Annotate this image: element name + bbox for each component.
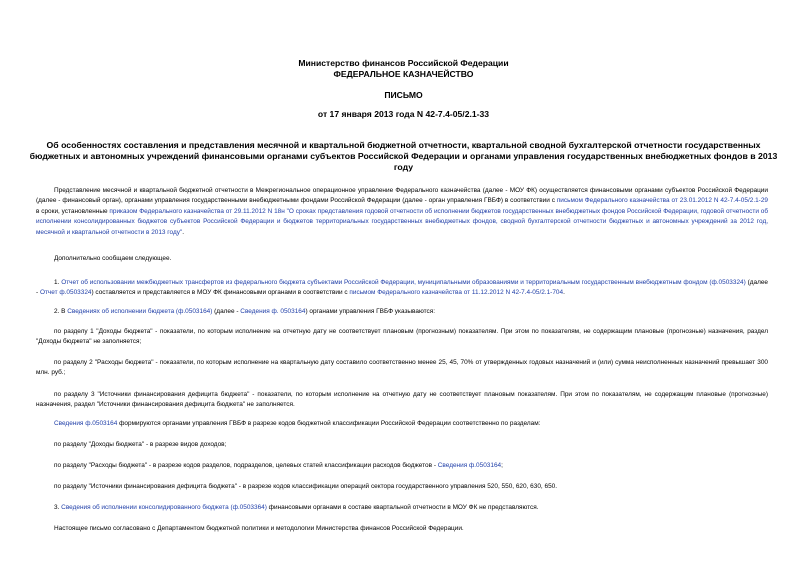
- text: 3.: [54, 504, 62, 511]
- link-info-0503164[interactable]: Сведения ф.0503164: [54, 420, 118, 427]
- doc-number: от 17 января 2013 года N 42-7.4-05/2.1-33: [317, 109, 490, 119]
- text: .: [563, 289, 565, 297]
- link-report-0503324[interactable]: Отчет об использовании межбюджетных трансфертов из федерального бюджета субъектами Российской Федерации, муниципальными образованиями и территориальным государственным внебюджетным фондом (ф.0503324): [61, 279, 746, 286]
- treasury-name: ФЕДЕРАЛЬНОЕ КАЗНАЧЕЙСТВО: [333, 68, 474, 79]
- paragraph-additional: Дополнительно сообщаем следующее.: [54, 255, 172, 262]
- text: 1.: [54, 279, 62, 286]
- paragraph-section-2: по разделу 2 "Расходы бюджета" - показатели, по которым исполнение на квартальную дату составило соответственно менее 25, 45, 70% от утвержденных годовых назначений и (или) сумма неисполненных назначений превышает 300 млн. руб.;: [36, 359, 768, 377]
- paragraph-income: по разделу "Доходы бюджета" - в разрезе видов доходов;: [54, 441, 227, 448]
- text: ;: [501, 462, 503, 469]
- paragraph-intro: [36, 186, 768, 238]
- text: финансовыми органами в составе квартальной отчетности в МОУ ФК не представляются.: [266, 504, 539, 511]
- text: формируются органами управления ГВБФ в разрезе кодов бюджетной классификации Российской Федерации соответственно по разделам:: [117, 420, 541, 427]
- paragraph-sources: по разделу "Источники финансирования дефицита бюджета" - в разрезе кодов классификации операций сектора государственного управления 520, 550, 620, 630, 650.: [54, 483, 558, 490]
- paragraph-section-3: по разделу 3 "Источники финансирования дефицита бюджета" - показатели, по которым исполнение на отчетную дату не соответствует плановым показателям. При этом по показателям, не содержащим плановые (прогнозные) назначения, раздел "Источники финансирования дефицита бюджета" не заполняется.: [36, 391, 768, 409]
- link-order-18n[interactable]: приказом Федерального казначейства от 29.11.2012 N 18н "О сроках представления годовой отчетности об исполнении бюджетов государственных внебюджетных фондов Российской Федерации, годовой отчетности об исполнении консолидированных бюджетов субъектов Российской Федерации и бюджетов территориальных государственных внебюджетных фондов, сводной бухгалтерской отчетности бюджетных и автономных учреждений за 2012 год, месячной и квартальной отчетности в 2013 году": [36, 207, 769, 236]
- text: .: [182, 228, 184, 236]
- text: по разделу "Расходы бюджета" - в разрезе кодов разделов, подразделов, целевых статей классификации расходов бюджетов -: [54, 462, 438, 469]
- paragraph-section-1: по разделу 1 "Доходы бюджета" - показатели, по которым исполнение на отчетную дату не соответствует плановым (прогнозным) показателям. При этом по показателям, не содержащим плановые (прогнозные) назначения, раздел "Доходы бюджета" не заполняется;: [36, 328, 768, 346]
- text: ) составляется и представляется в МОУ ФК финансовыми органами в соответствии с: [91, 289, 350, 297]
- paragraph-agreement: Настоящее письмо согласовано с Департаментом бюджетной политики и методологии Министерства финансов Российской Федерации.: [54, 525, 464, 532]
- link-info-0503164[interactable]: Сведениях об исполнении бюджета (ф.0503164): [67, 308, 213, 315]
- link-report-short-0503324[interactable]: Отчет ф.0503324: [39, 289, 92, 297]
- text: (далее -: [36, 279, 768, 297]
- text: 2. В: [54, 308, 68, 315]
- text: Представление месячной и квартальной бюджетной отчетности в Межрегиональное операционное управление Федерального казначейства (далее - МОУ ФК) осуществляется финансовыми органами субъектов Российской Федерации (далее - финансовый орган), органами управления государственными внебюджетными фондами Российской Федерации (далее - орган управления ГВБФ) в соответствии с: [36, 187, 768, 205]
- paragraph-3: [36, 503, 768, 513]
- paragraph-formation: [36, 419, 768, 429]
- paragraph-2: [36, 307, 768, 317]
- link-info-short-0503164[interactable]: Сведения ф. 0503164: [240, 308, 306, 315]
- document-title: Об особенностях составления и представления месячной и квартальной бюджетной отчетности, квартальной сводной бухгалтерской отчетности государственных бюджетных и автономных учреждений финансовыми органами субъектов Российской Федерации и органами управления государственных внебюджетных фондов в 2013 году: [29, 140, 778, 172]
- document-body: [36, 186, 768, 571]
- text: ) органами управления ГВБФ указываются:: [305, 308, 436, 315]
- document-header: [0, 58, 807, 79]
- link-info-0503164[interactable]: Сведения ф.0503164: [437, 462, 502, 469]
- text: в сроки, установленные: [36, 207, 110, 215]
- text: (далее -: [212, 308, 241, 315]
- paragraph-expenses: [36, 461, 768, 471]
- link-letter-2012-704[interactable]: письмом Федерального казначейства от 11.12.2012 N 42-7.4-05/2.1-704: [349, 289, 564, 297]
- ministry-name: Министерство финансов Российской Федерации: [298, 58, 509, 68]
- doc-type: ПИСЬМО: [384, 90, 423, 100]
- link-info-0503364[interactable]: Сведения об исполнении консолидированного бюджета (ф.0503364): [61, 504, 267, 511]
- link-letter-2012-29[interactable]: письмом Федерального казначейства от 23.01.2012 N 42-7.4-05/2.1-29: [556, 197, 768, 205]
- paragraph-1: [36, 278, 768, 299]
